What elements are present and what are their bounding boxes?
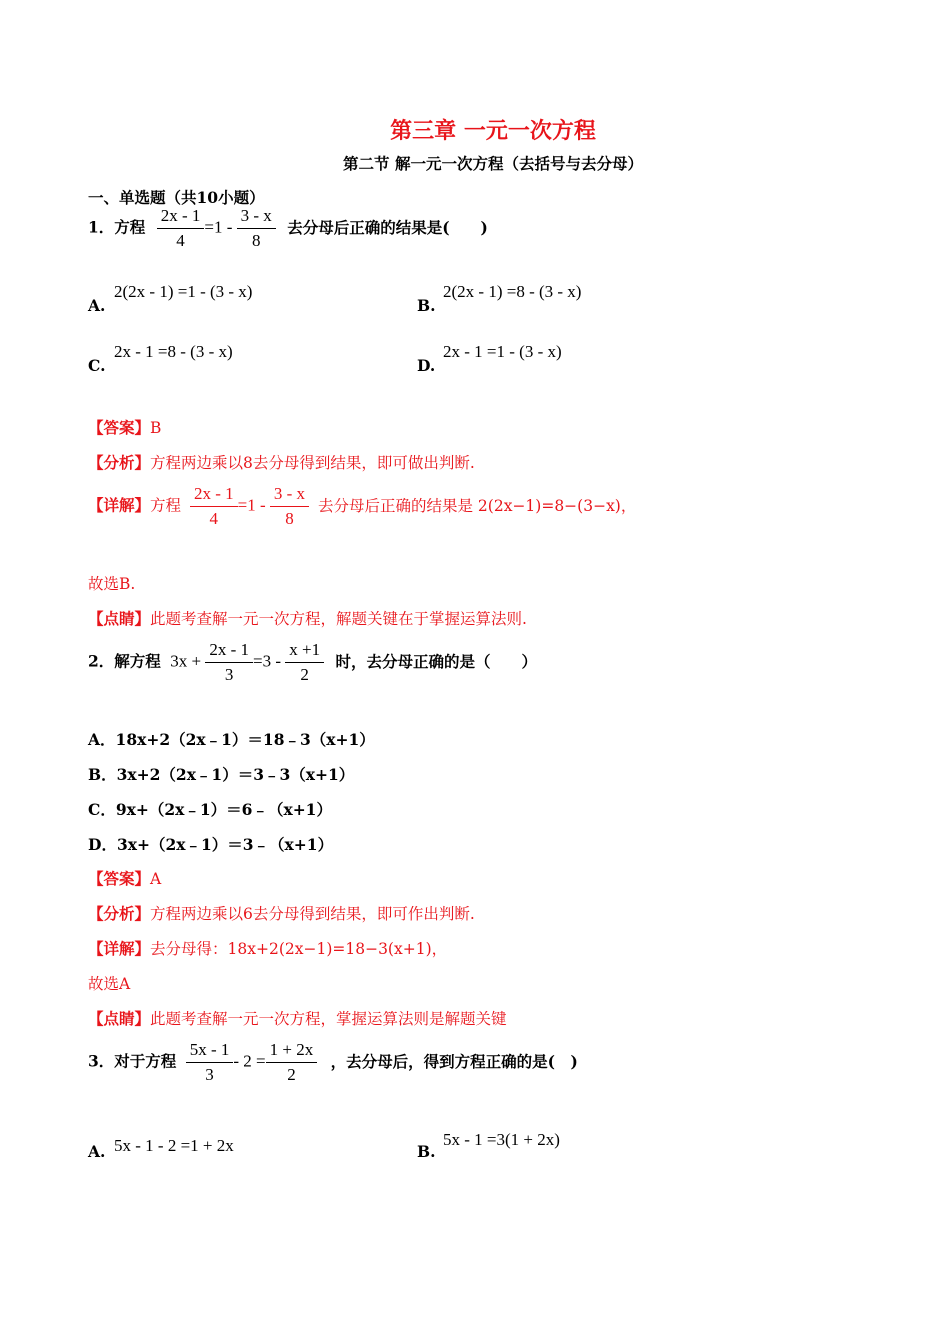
section-title: 第二节 解一元一次方程（去括号与去分母） — [343, 154, 643, 173]
option-a: A. 5x - 1 - 2 =1 + 2x — [88, 1136, 234, 1161]
option-expression: 2x - 1 =1 - (3 - x) — [443, 342, 562, 361]
fraction: $\frac{5x - 1}{3}$ — [186, 1040, 234, 1085]
fraction: $\frac{2x - 1}{4}$ — [190, 484, 238, 529]
answer-value: A — [150, 870, 162, 888]
equation: $\frac{5x - 1}{3}$ - 2 = $\frac{1 + 2x}{2}$ — [186, 1040, 318, 1085]
answer-value: B — [150, 419, 162, 437]
question-1 — [88, 206, 488, 251]
question-prefix: 解方程 — [114, 651, 161, 671]
comment-line: 【点睛】此题考查解一元一次方程，掌握运算法则是解题关键 — [88, 1009, 507, 1028]
question-prefix: 方程 — [114, 217, 146, 237]
answer-line — [88, 416, 161, 438]
detail-line: 【详解】方程 $\frac{2x - 1}{4}$ =1 - $\frac{3 - x}{8}$ 去分母后正确的结果是 2(2x−1)=8−(3−x)， — [88, 484, 637, 528]
fraction: $\frac{x +1}{2}$ — [285, 640, 324, 685]
question-2 — [88, 640, 537, 685]
option-a: A．18x+2（2x﹣1）＝18﹣3（x+1） — [88, 730, 375, 749]
answer-tag: 【答案】 — [88, 869, 151, 888]
comment-line: 【点睛】此题考查解一元一次方程，解题关键在于掌握运算法则. — [88, 609, 527, 628]
option-c: C．9x+（2x﹣1）＝6﹣（x+1） — [88, 800, 332, 819]
option-d: D．3x+（2x﹣1）＝3﹣（x+1） — [88, 835, 334, 854]
conclusion: 故选A — [88, 975, 131, 993]
option-b: B.5x - 1 =3(1 + 2x) — [417, 1130, 560, 1161]
option-expression: 5x - 1 =3(1 + 2x) — [443, 1130, 560, 1149]
analysis-line: 【分析】方程两边乘以8去分母得到结果，即可做出判断. — [88, 453, 475, 472]
equation: $\frac{2x - 1}{4}$ =1 - $\frac{3 - x}{8}$ — [190, 484, 309, 529]
option-a: A.2(2x - 1) =1 - (3 - x) — [88, 282, 253, 315]
fraction: $\frac{3 - x}{8}$ — [237, 206, 276, 251]
detail-line: 【详解】去分母得：18x+2(2x−1)=18−3(x+1)， — [88, 939, 448, 958]
equation: $\frac{2x - 1}{4}$ =1 - $\frac{3 - x}{8}$ — [157, 206, 276, 251]
answer-tag: 【答案】 — [88, 418, 151, 437]
chapter-title: 第三章 一元一次方程 — [390, 118, 596, 144]
question-suffix: ，去分母后，得到方程正确的是( ) — [330, 1051, 578, 1071]
question-number: 2． — [88, 651, 115, 671]
option-d: D.2x - 1 =1 - (3 - x) — [417, 342, 562, 375]
analysis-line: 【分析】方程两边乘以6去分母得到结果，即可作出判断. — [88, 904, 475, 923]
answer-line — [88, 867, 161, 889]
equation: 3x + $\frac{2x - 1}{3}$ =3 - $\frac{x +1}{2}$ — [170, 640, 324, 685]
question-number: 1． — [88, 217, 115, 237]
fraction: $\frac{2x - 1}{4}$ — [157, 206, 205, 251]
conclusion: 故选B. — [88, 575, 136, 593]
question-suffix: 时，去分母正确的是（ ） — [335, 651, 537, 671]
option-expression: 2x - 1 =8 - (3 - x) — [114, 342, 233, 361]
part-heading: 一、单选题（共10小题） — [88, 188, 265, 207]
fraction: $\frac{1 + 2x}{2}$ — [266, 1040, 318, 1085]
question-3 — [88, 1040, 578, 1085]
fraction: $\frac{2x - 1}{3}$ — [205, 640, 253, 685]
option-expression: 2(2x - 1) =8 - (3 - x) — [443, 282, 582, 301]
question-suffix: 去分母后正确的结果是( ) — [287, 217, 488, 237]
option-b: B.2(2x - 1) =8 - (3 - x) — [417, 282, 582, 315]
option-expression: 5x - 1 - 2 =1 + 2x — [114, 1136, 234, 1155]
question-number: 3． — [88, 1051, 115, 1071]
option-c: C.2x - 1 =8 - (3 - x) — [88, 342, 233, 375]
option-b: B．3x+2（2x﹣1）＝3﹣3（x+1） — [88, 765, 355, 784]
question-prefix: 对于方程 — [114, 1051, 177, 1071]
option-expression: 2(2x - 1) =1 - (3 - x) — [114, 282, 253, 301]
fraction: $\frac{3 - x}{8}$ — [270, 484, 309, 529]
